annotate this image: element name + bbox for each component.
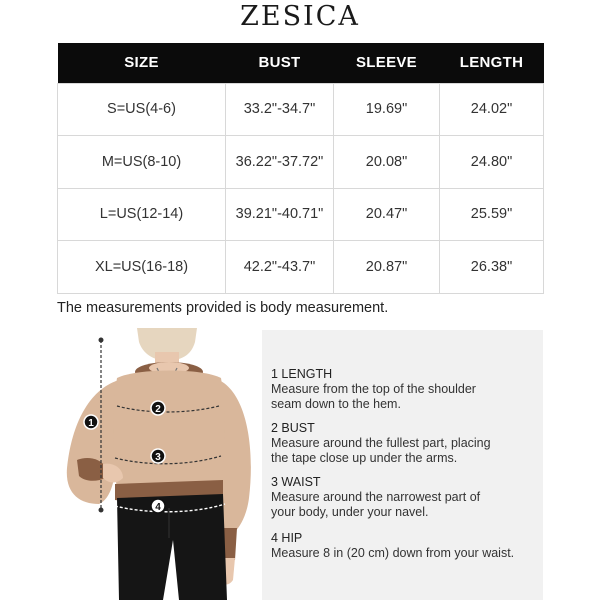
cell-length: 24.02": [440, 83, 544, 136]
cell-sleeve: 20.47": [334, 188, 440, 241]
table-row: [58, 136, 544, 189]
cell-sleeve: 20.08": [334, 136, 440, 189]
cell-bust: 42.2"-43.7": [226, 241, 334, 294]
table-row: [58, 241, 544, 294]
guide-bust-title: 2 BUST: [271, 421, 315, 435]
measurement-note: The measurements provided is body measurement.: [57, 300, 389, 316]
guide-hip-title: 4 HIP: [271, 531, 303, 545]
size-chart-table: [57, 43, 544, 294]
svg-text:1: 1: [88, 418, 94, 429]
guide-waist: [271, 475, 536, 520]
header-sleeve: SLEEVE: [334, 43, 440, 83]
cell-length: 24.80": [440, 136, 544, 189]
model-illustration: [57, 328, 262, 600]
guide-hip: [271, 531, 536, 561]
table-row: [58, 83, 544, 136]
guide-bust-line: the tape close up under the arms.: [271, 451, 458, 465]
guide-length-line: seam down to the hem.: [271, 397, 401, 411]
sweater-body: [113, 371, 225, 491]
marker-waist: [151, 449, 165, 463]
measurement-guide-panel: [262, 330, 543, 600]
header-length: LENGTH: [440, 43, 544, 83]
guide-hip-line: Measure 8 in (20 cm) down from your waist.: [271, 546, 515, 560]
guide-length: [271, 367, 536, 412]
marker-hip: [151, 499, 165, 513]
pants: [117, 494, 227, 600]
guide-length-title: 1 LENGTH: [271, 367, 333, 381]
brand-logo: ZESICA: [240, 1, 360, 32]
cell-length: 25.59": [440, 188, 544, 241]
cell-sleeve: 19.69": [334, 83, 440, 136]
marker-bust: [151, 401, 165, 415]
guide-waist-line: your body, under your navel.: [271, 505, 429, 519]
cell-size: M=US(8-10): [58, 136, 226, 189]
svg-text:2: 2: [155, 404, 161, 415]
guide-waist-title: 3 WAIST: [271, 475, 321, 489]
cell-bust: 39.21"-40.71": [226, 188, 334, 241]
guide-bust: [271, 421, 536, 466]
guide-waist-line: Measure around the narrowest part of: [271, 490, 481, 504]
svg-text:3: 3: [155, 452, 161, 463]
cell-size: S=US(4-6): [58, 83, 226, 136]
marker-length: [84, 415, 98, 429]
header-bust: BUST: [226, 43, 334, 83]
cell-size: L=US(12-14): [58, 188, 226, 241]
cell-bust: 33.2"-34.7": [226, 83, 334, 136]
cell-length: 26.38": [440, 241, 544, 294]
guide-length-line: Measure from the top of the shoulder: [271, 382, 476, 396]
svg-text:4: 4: [155, 502, 161, 513]
cell-bust: 36.22"-37.72": [226, 136, 334, 189]
table-header-row: [58, 43, 544, 83]
guide-bust-line: Measure around the fullest part, placing: [271, 436, 491, 450]
left-sleeve: [67, 380, 119, 504]
model-photo: [57, 328, 262, 600]
header-size: SIZE: [58, 43, 226, 83]
cell-sleeve: 20.87": [334, 241, 440, 294]
table-row: [58, 188, 544, 241]
cell-size: XL=US(16-18): [58, 241, 226, 294]
